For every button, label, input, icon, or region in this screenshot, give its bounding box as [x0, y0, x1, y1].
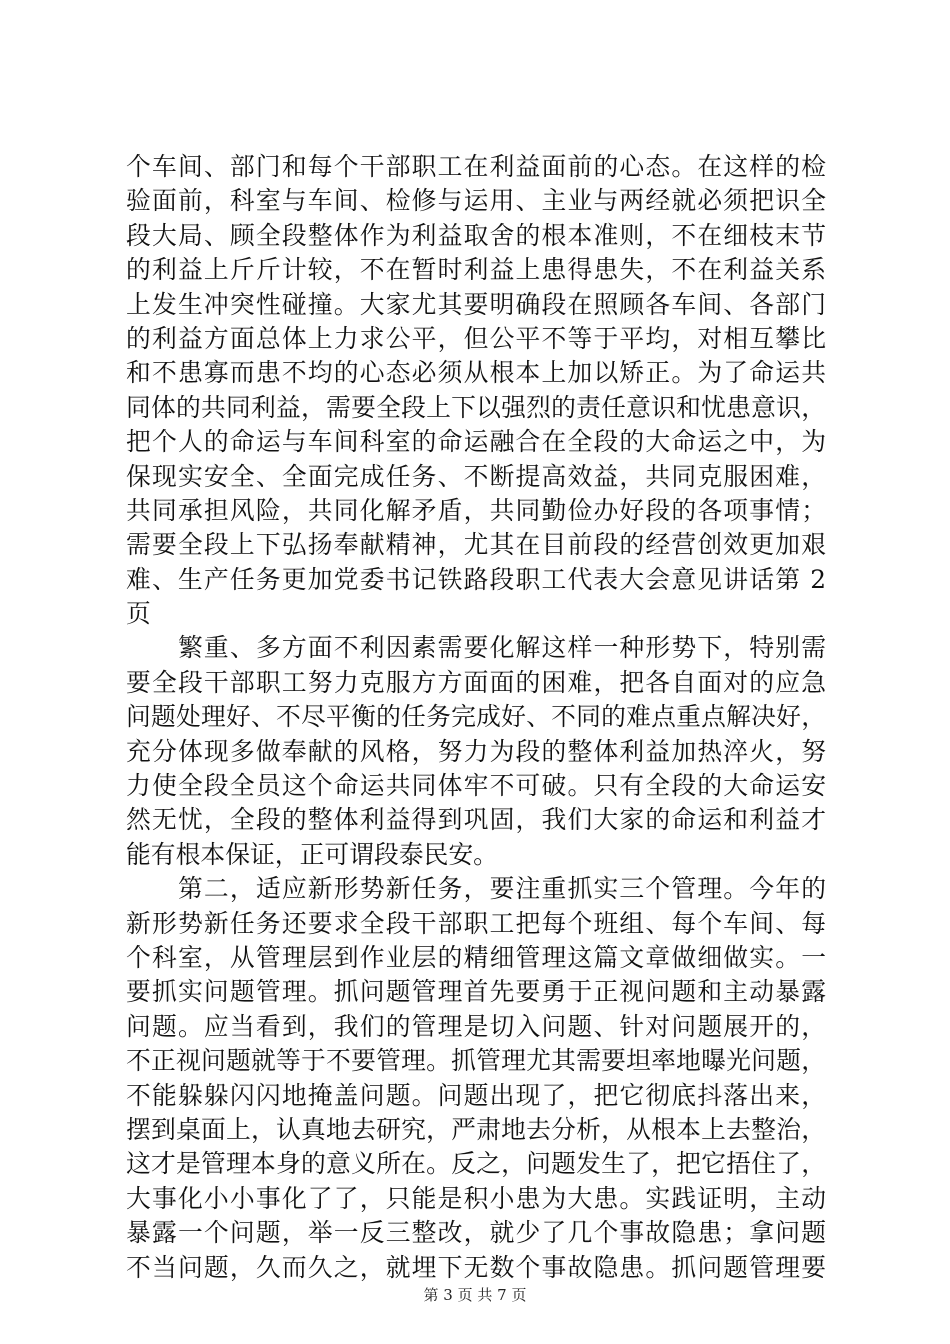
text-line: 需要全段上下弘扬奉献精神，尤其在目前段的经营创效更加艰 — [126, 530, 826, 560]
text-line: 要全段干部职工努力克服方方面面的困难，把各自面对的应急 — [126, 667, 826, 697]
text-line: 繁重、多方面不利因素需要化解这样一种形势下，特别需 — [126, 633, 826, 663]
text-line: 个车间、部门和每个干部职工在利益面前的心态。在这样的检 — [126, 152, 826, 181]
text-line: 把个人的命运与车间科室的命运融合在全段的大命运之中，为 — [126, 427, 826, 457]
text-line: 这才是管理本身的意义所在。反之，问题发生了，把它捂住了， — [126, 1149, 826, 1179]
text-line: 的利益上斤斤计较，不在暂时利益上患得患失，不在利益关系 — [126, 255, 826, 285]
text-line: 页 — [126, 599, 151, 629]
text-line: 摆到桌面上，认真地去研究，严肃地去分析，从根本上去整治， — [126, 1114, 826, 1144]
text-line: 验面前，科室与车间、检修与运用、主业与两经就必须把识全 — [126, 186, 826, 216]
text-line: 大事化小小事化了了，只能是积小患为大患。实践证明，主动 — [126, 1183, 826, 1213]
text-line: 问题。应当看到，我们的管理是切入问题、针对问题展开的， — [126, 1011, 826, 1041]
text-line: 个科室，从管理层到作业层的精细管理这篇文章做细做实。一 — [126, 942, 826, 972]
text-line: 和不患寡而患不均的心态必须从根本上加以矫正。为了命运共 — [126, 358, 826, 388]
text-line: 上发生冲突性碰撞。大家尤其要明确段在照顾各车间、各部门 — [126, 289, 826, 319]
text-line: 同体的共同利益，需要全段上下以强烈的责任意识和忧患意识， — [126, 392, 826, 422]
text-line: 不正视问题就等于不要管理。抓管理尤其需要坦率地曝光问题， — [126, 1046, 826, 1076]
text-line: 第二，适应新形势新任务，要注重抓实三个管理。今年的 — [126, 874, 826, 904]
text-line: 能有根本保证，正可谓段泰民安。 — [126, 839, 498, 869]
text-line: 不能躲躲闪闪地掩盖问题。问题出现了，把它彻底抖落出来， — [126, 1080, 826, 1110]
text-line: 然无忧，全段的整体利益得到巩固，我们大家的命运和利益才 — [126, 805, 826, 835]
text-line: 力使全段全员这个命运共同体牢不可破。只有全段的大命运安 — [126, 771, 826, 801]
text-line: 段大局、顾全段整体作为利益取舍的根本准则，不在细枝末节 — [126, 220, 826, 250]
text-line: 充分体现多做奉献的风格，努力为段的整体利益加热淬火，努 — [126, 736, 826, 766]
text-line: 共同承担风险，共同化解矛盾，共同勤俭办好段的各项事情； — [126, 495, 826, 525]
text-line: 问题处理好、不尽平衡的任务完成好、不同的难点重点解决好， — [126, 702, 826, 732]
body-text — [126, 150, 826, 1285]
page-footer: 第 3 页 共 7 页 — [423, 1286, 527, 1304]
text-line: 的利益方面总体上力求公平，但公平不等于平均，对相互攀比 — [126, 323, 826, 353]
text-line: 新形势新任务还要求全段干部职工把每个班组、每个车间、每 — [126, 908, 826, 938]
text-line: 保现实安全、全面完成任务、不断提高效益，共同克服困难， — [126, 461, 826, 491]
text-line: 不当问题，久而久之，就埋下无数个事故隐患。抓问题管理要 — [126, 1252, 826, 1282]
text-line: 暴露一个问题，举一反三整改，就少了几个事故隐患；拿问题 — [126, 1218, 826, 1248]
text-line: 要抓实问题管理。抓问题管理首先要勇于正视问题和主动暴露 — [126, 977, 826, 1007]
text-line: 难、生产任务更加党委书记铁路段职工代表大会意见讲话第 2 — [126, 564, 826, 594]
